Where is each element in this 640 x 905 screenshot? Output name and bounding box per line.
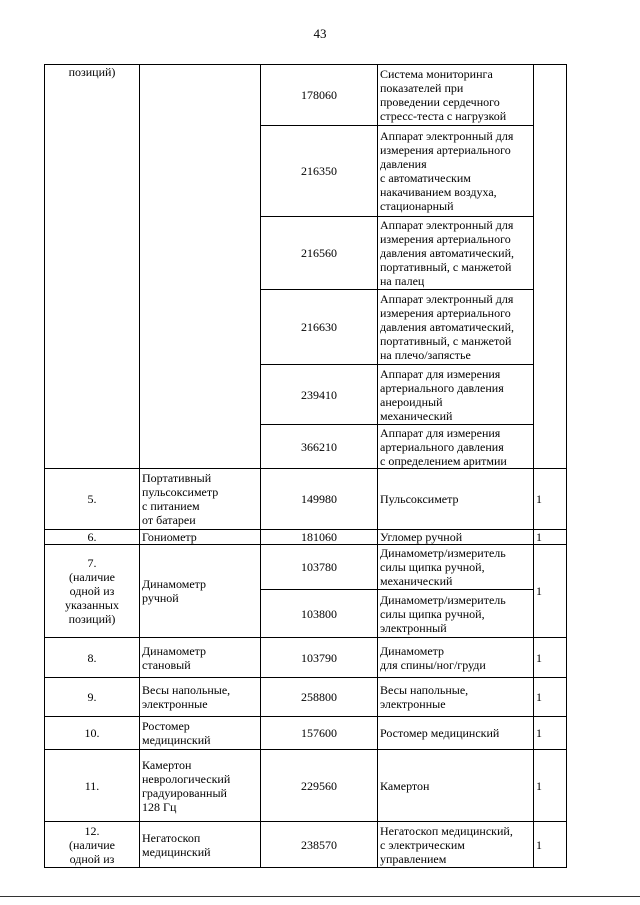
description-cell: Негатоскоп медицинский, с электрическим управлением: [378, 822, 534, 868]
row-name-cell: Негатоскоп медицинский: [140, 822, 261, 868]
description-cell: Система мониторинга показателей при проведении сердечного стресс-теста с нагрузкой: [378, 65, 534, 126]
row-name-cell: [140, 65, 261, 469]
row-number-cell: 5.: [45, 469, 140, 530]
quantity-cell: 1: [534, 545, 567, 638]
code-cell: 149980: [261, 469, 378, 530]
code-cell: 239410: [261, 365, 378, 425]
row-number-cell: 10.: [45, 717, 140, 750]
description-cell: Угломер ручной: [378, 530, 534, 545]
description-cell: Ростомер медицинский: [378, 717, 534, 750]
code-cell: 181060: [261, 530, 378, 545]
description-cell: Аппарат электронный для измерения артериального давления с автоматическим накачиванием воздуха, стационарный: [378, 126, 534, 217]
description-cell: Динамометр для спины/ног/груди: [378, 638, 534, 678]
quantity-cell: 1: [534, 678, 567, 717]
row-name-cell: Камертон неврологический градуированный 128 Гц: [140, 750, 261, 822]
description-cell: Аппарат для измерения артериального давления с определением аритмии: [378, 425, 534, 469]
code-cell: 103780: [261, 545, 378, 590]
table-row: [45, 717, 567, 750]
description-cell: Пульсоксиметр: [378, 469, 534, 530]
description-cell: Динамометр/измеритель силы щипка ручной, механический: [378, 545, 534, 590]
description-cell: Аппарат электронный для измерения артериального давления автоматический, портативный, с манжетой на палец: [378, 217, 534, 290]
code-cell: 258800: [261, 678, 378, 717]
table-row: [45, 678, 567, 717]
code-cell: 178060: [261, 65, 378, 126]
quantity-cell: 1: [534, 822, 567, 868]
row-number-cell: 11.: [45, 750, 140, 822]
row-name-cell: Ростомер медицинский: [140, 717, 261, 750]
quantity-cell: [534, 65, 567, 469]
table-row: [45, 65, 567, 126]
row-number-cell: 7. (наличие одной из указанных позиций): [45, 545, 140, 638]
table-row: [45, 822, 567, 868]
code-cell: 238570: [261, 822, 378, 868]
row-number-cell: позиций): [45, 65, 140, 469]
table-row: [45, 530, 567, 545]
code-cell: 366210: [261, 425, 378, 469]
description-cell: Весы напольные, электронные: [378, 678, 534, 717]
code-cell: 103790: [261, 638, 378, 678]
row-number-cell: 12. (наличие одной из: [45, 822, 140, 868]
row-number-cell: 9.: [45, 678, 140, 717]
table-row: [45, 469, 567, 530]
code-cell: 216560: [261, 217, 378, 290]
row-name-cell: Весы напольные, электронные: [140, 678, 261, 717]
table-row: [45, 545, 567, 590]
row-number-cell: 6.: [45, 530, 140, 545]
description-cell: Аппарат электронный для измерения артериального давления автоматический, портативный, с манжетой на плечо/запястье: [378, 290, 534, 365]
quantity-cell: 1: [534, 750, 567, 822]
row-name-cell: Динамометр ручной: [140, 545, 261, 638]
code-cell: 216630: [261, 290, 378, 365]
quantity-cell: 1: [534, 717, 567, 750]
description-cell: Камертон: [378, 750, 534, 822]
row-name-cell: Портативный пульсоксиметр с питанием от батареи: [140, 469, 261, 530]
page-bottom-divider: [0, 896, 640, 897]
row-number-cell: 8.: [45, 638, 140, 678]
quantity-cell: 1: [534, 638, 567, 678]
code-cell: 103800: [261, 590, 378, 638]
code-cell: 229560: [261, 750, 378, 822]
row-name-cell: Гониометр: [140, 530, 261, 545]
page-number: 43: [313, 26, 327, 41]
description-cell: Динамометр/измеритель силы щипка ручной, электронный: [378, 590, 534, 638]
quantity-cell: 1: [534, 530, 567, 545]
table-row: [45, 638, 567, 678]
quantity-cell: 1: [534, 469, 567, 530]
row-name-cell: Динамометр становый: [140, 638, 261, 678]
table-row: [45, 750, 567, 822]
description-cell: Аппарат для измерения артериального давления анероидный механический: [378, 365, 534, 425]
code-cell: 157600: [261, 717, 378, 750]
equipment-table: [44, 64, 567, 868]
code-cell: 216350: [261, 126, 378, 217]
